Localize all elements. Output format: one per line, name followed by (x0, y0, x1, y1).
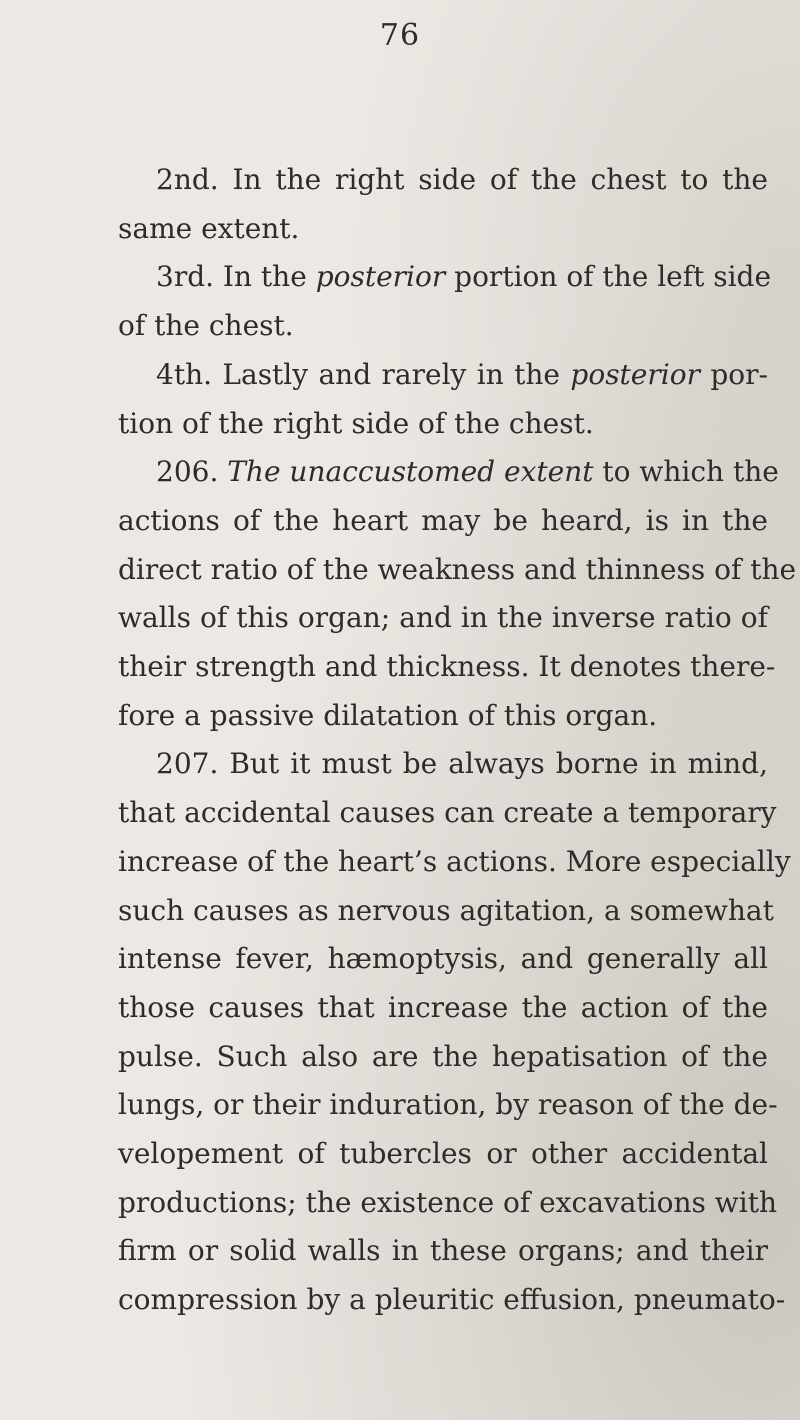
text-segment: lungs, or their induration, by reason of the de- (118, 1088, 778, 1122)
text-line (118, 1179, 777, 1228)
text-line (118, 594, 768, 643)
text-line (118, 156, 768, 205)
text-line (118, 789, 777, 838)
italic-text: posterior (570, 357, 700, 391)
text-line (118, 448, 779, 497)
text-line (118, 887, 774, 936)
text-segment: increase of the heart’s actions. More especially (118, 844, 791, 878)
text-segment: actions of the heart may be heard, is in the (118, 503, 768, 537)
text-segment: portion of the left side (445, 260, 772, 294)
text-line (118, 740, 768, 789)
text-line (118, 1081, 778, 1130)
text-segment: firm or solid walls in these organs; and their (118, 1234, 768, 1268)
text-line (118, 1227, 768, 1276)
text-segment: that accidental causes can create a temporary (118, 796, 777, 830)
italic-text: posterior (315, 260, 446, 294)
text-line (118, 1276, 786, 1325)
text-line (118, 984, 768, 1033)
text-line (118, 546, 797, 595)
text-line (118, 302, 768, 351)
text-line (118, 400, 768, 449)
text-segment: walls of this organ; and in the inverse ratio of (118, 601, 768, 635)
text-segment: same extent. (118, 211, 300, 245)
text-segment: productions; the existence of excavations with (118, 1185, 777, 1219)
text-segment: those causes that increase the action of the (118, 990, 768, 1024)
text-segment: velopement of tubercles or other accidental (118, 1137, 768, 1171)
italic-text: The unaccustomed extent (227, 455, 594, 489)
text-line (118, 351, 768, 400)
text-segment: compression by a pleuritic effusion, pneumato- (118, 1283, 786, 1317)
text-line (118, 692, 768, 741)
text-line (118, 1033, 768, 1082)
text-segment: por- (699, 357, 768, 391)
text-line (118, 253, 772, 302)
body-text (118, 156, 797, 1325)
text-segment: such causes as nervous agitation, a somewhat (118, 893, 774, 927)
text-segment: their strength and thickness. It denotes there- (118, 650, 776, 684)
text-segment: 207. But it must be always borne in mind, (156, 747, 768, 781)
text-segment: to which the (593, 455, 779, 489)
text-segment: 2nd. In the right side of the chest to the (156, 163, 768, 196)
text-segment: 4th. Lastly and rarely in the (156, 357, 571, 391)
page-number: 76 (379, 18, 421, 53)
text-segment: fore a passive dilatation of this organ. (118, 698, 658, 732)
text-segment: 3rd. In the (156, 260, 316, 294)
text-line (118, 497, 768, 546)
text-segment: direct ratio of the weakness and thinness of the (118, 552, 797, 586)
text-segment: pulse. Such also are the hepatisation of the (118, 1039, 768, 1073)
text-segment: intense fever, hæmoptysis, and generally all (118, 942, 768, 976)
text-segment: 206. (156, 455, 228, 489)
text-line (118, 205, 768, 254)
text-segment: of the chest. (118, 309, 294, 343)
text-line (118, 643, 776, 692)
text-segment: tion of the right side of the chest. (118, 406, 594, 440)
text-line (118, 838, 791, 887)
text-line (118, 935, 768, 984)
text-line (118, 1130, 768, 1179)
